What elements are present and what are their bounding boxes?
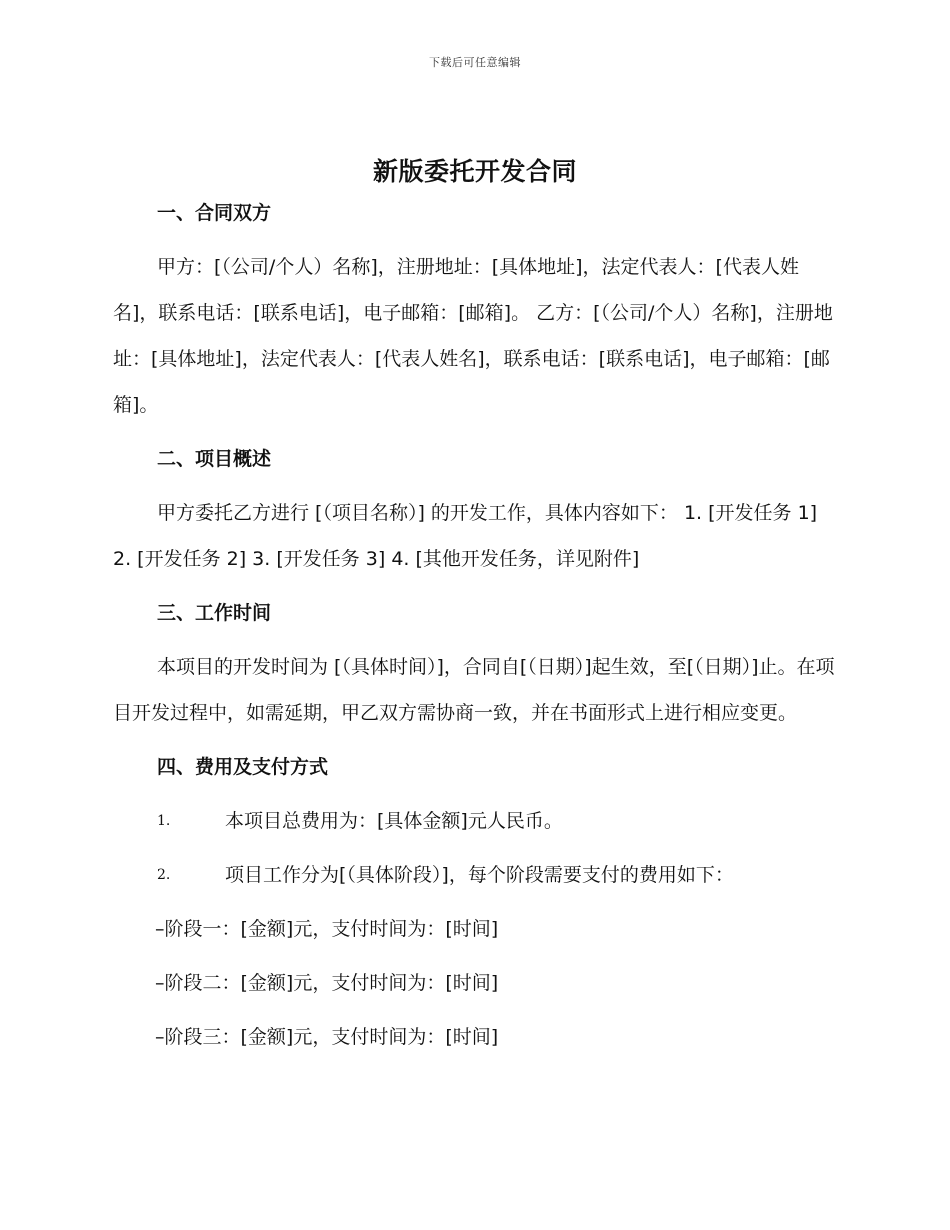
- list-item-text: 本项目总费用为：[具体金额]元人民币。: [225, 810, 563, 832]
- section-paragraph-overview: 甲方委托乙方进行 [（项目名称）] 的开发工作，具体内容如下： 1. [开发任务 1] 2. [开发任务 2] 3. [开发任务 3] 4. [其他开发任务，详见附件]: [113, 502, 818, 570]
- list-item: [113, 852, 838, 898]
- list-item-number: 2.: [157, 867, 171, 883]
- section-heading-payment: 四、费用及支付方式: [157, 756, 329, 778]
- page-header: 下载后可任意编辑: [429, 56, 521, 69]
- section-paragraph-parties: 甲方：[（公司/个人）名称]，注册地址：[具体地址]，法定代表人：[代表人姓名]，联系电话：[联系电话]，电子邮箱：[邮箱]。 乙方：[（公司/个人）名称]，注册地址：[具体地址]，法定代表人：[代表人姓名]，联系电话：[联系电话]，电子邮箱：[邮箱]。: [113, 256, 833, 416]
- document-title: 新版委托开发合同: [372, 157, 577, 186]
- list-item-text: 项目工作分为[（具体阶段）]，每个阶段需要支付的费用如下：: [225, 864, 734, 886]
- document-body: [113, 190, 838, 1060]
- section-heading-schedule: 三、工作时间: [157, 602, 272, 624]
- payment-stage-2: –阶段二：[金额]元，支付时间为：[时间]: [155, 972, 499, 994]
- payment-stage-3: –阶段三：[金额]元，支付时间为：[时间]: [155, 1026, 499, 1048]
- list-item: [113, 798, 838, 844]
- section-paragraph-schedule: 本项目的开发时间为 [（具体时间）]，合同自[（日期）]起生效，至[（日期）]止。在项目开发过程中，如需延期，甲乙双方需协商一致，并在书面形式上进行相应变更。: [113, 656, 835, 724]
- payment-stage-1: –阶段一：[金额]元，支付时间为：[时间]: [155, 918, 499, 940]
- section-heading-overview: 二、项目概述: [157, 448, 272, 470]
- section-heading-parties: 一、合同双方: [157, 202, 272, 224]
- list-item-number: 1.: [157, 813, 171, 829]
